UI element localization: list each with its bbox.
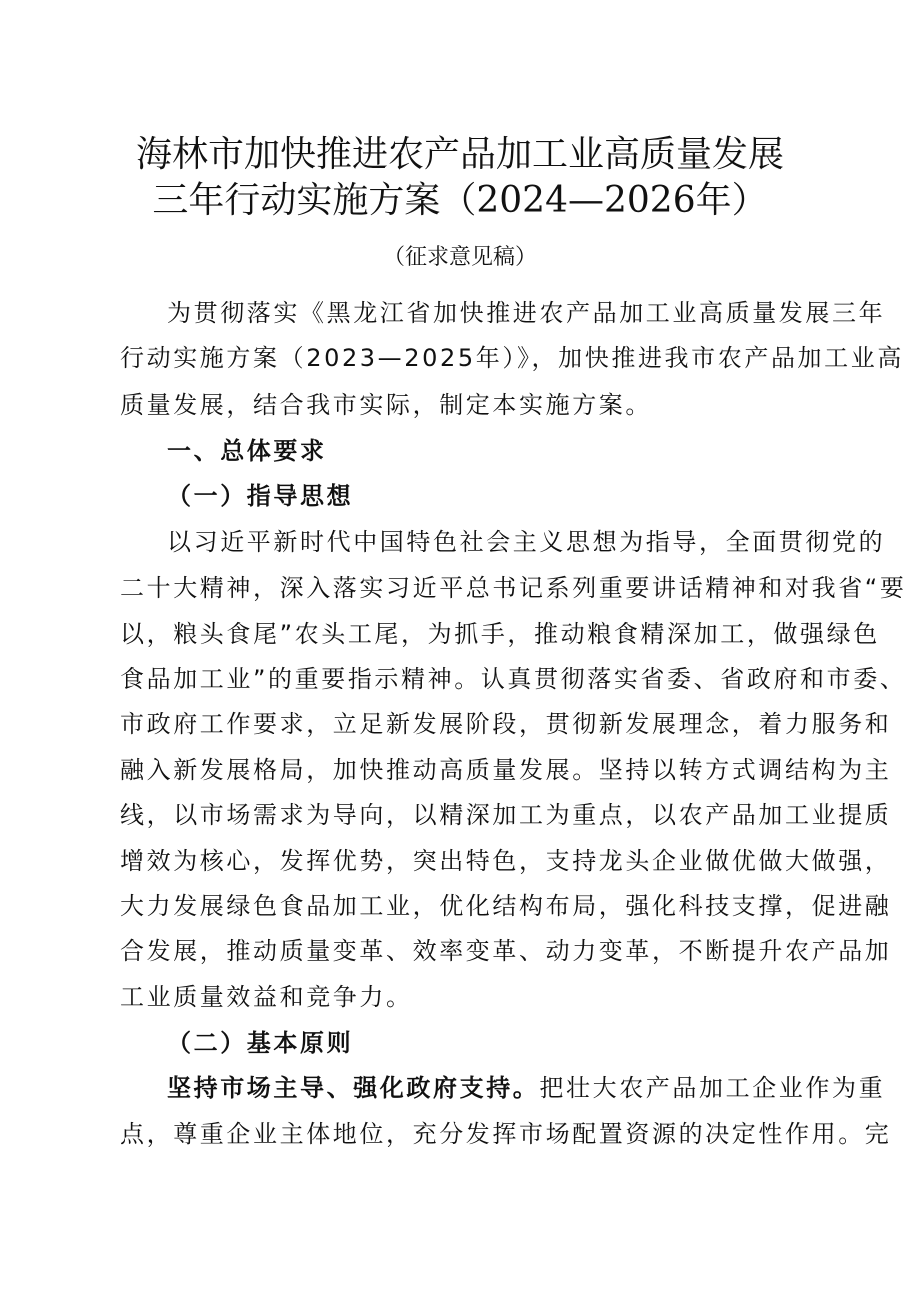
- principle-line: 点，尊重企业主体地位，充分发挥市场配置资源的决定性作用。完: [120, 1120, 892, 1148]
- guiding-line: 大力发展绿色食品加工业，优化结构布局，强化科技支撑，促进融: [120, 892, 892, 920]
- guiding-line: 二十大精神，深入落实习近平总书记系列重要讲话精神和对我省“要: [120, 574, 907, 602]
- subsection-heading: （二）基本原则: [167, 1029, 354, 1057]
- guiding-line: 食品加工业”的重要指示精神。认真贯彻落实省委、省政府和市委、: [120, 665, 907, 693]
- intro-line: 行动实施方案（2023—2025年）》，加快推进我市农产品加工业高: [120, 344, 904, 372]
- section-heading: 一、总体要求: [167, 437, 327, 465]
- guiding-line: 市政府工作要求，立足新发展阶段，贯彻新发展理念，着力服务和: [120, 710, 892, 738]
- subsection-heading: （一）指导思想: [167, 482, 354, 510]
- guiding-line: 线，以市场需求为导向，以精深加工为重点，以农产品加工业提质: [120, 801, 892, 829]
- principle-lead: 坚持市场主导、强化政府支持。: [167, 1074, 540, 1102]
- guiding-line: 融入新发展格局，加快推动高质量发展。坚持以转方式调结构为主: [120, 756, 892, 784]
- guiding-line: 合发展，推动质量变革、效率变革、动力变革，不断提升农产品加: [120, 937, 892, 965]
- document-title-line2: 三年行动实施方案（2024—2026年）: [152, 180, 768, 221]
- principle-text: 把壮大农产品加工企业作为重: [539, 1074, 886, 1102]
- guiding-line: 工业质量效益和竞争力。: [120, 983, 413, 1011]
- intro-line: 质量发展，结合我市实际，制定本实施方案。: [120, 391, 652, 419]
- document-subtitle: （征求意见稿）: [382, 245, 537, 270]
- document-title-line1: 海林市加快推进农产品加工业高质量发展: [135, 134, 784, 175]
- intro-line: 为贯彻落实《黑龙江省加快推进农产品加工业高质量发展三年: [167, 299, 886, 327]
- guiding-line: 以，粮头食尾”农头工尾，为抓手，推动粮食精深加工，做强绿色: [120, 620, 880, 648]
- principle-line: [167, 1073, 885, 1103]
- guiding-line: 以习近平新时代中国特色社会主义思想为指导，全面贯彻党的: [167, 528, 886, 556]
- guiding-line: 增效为核心，发挥优势，突出特色，支持龙头企业做优做大做强，: [120, 847, 892, 875]
